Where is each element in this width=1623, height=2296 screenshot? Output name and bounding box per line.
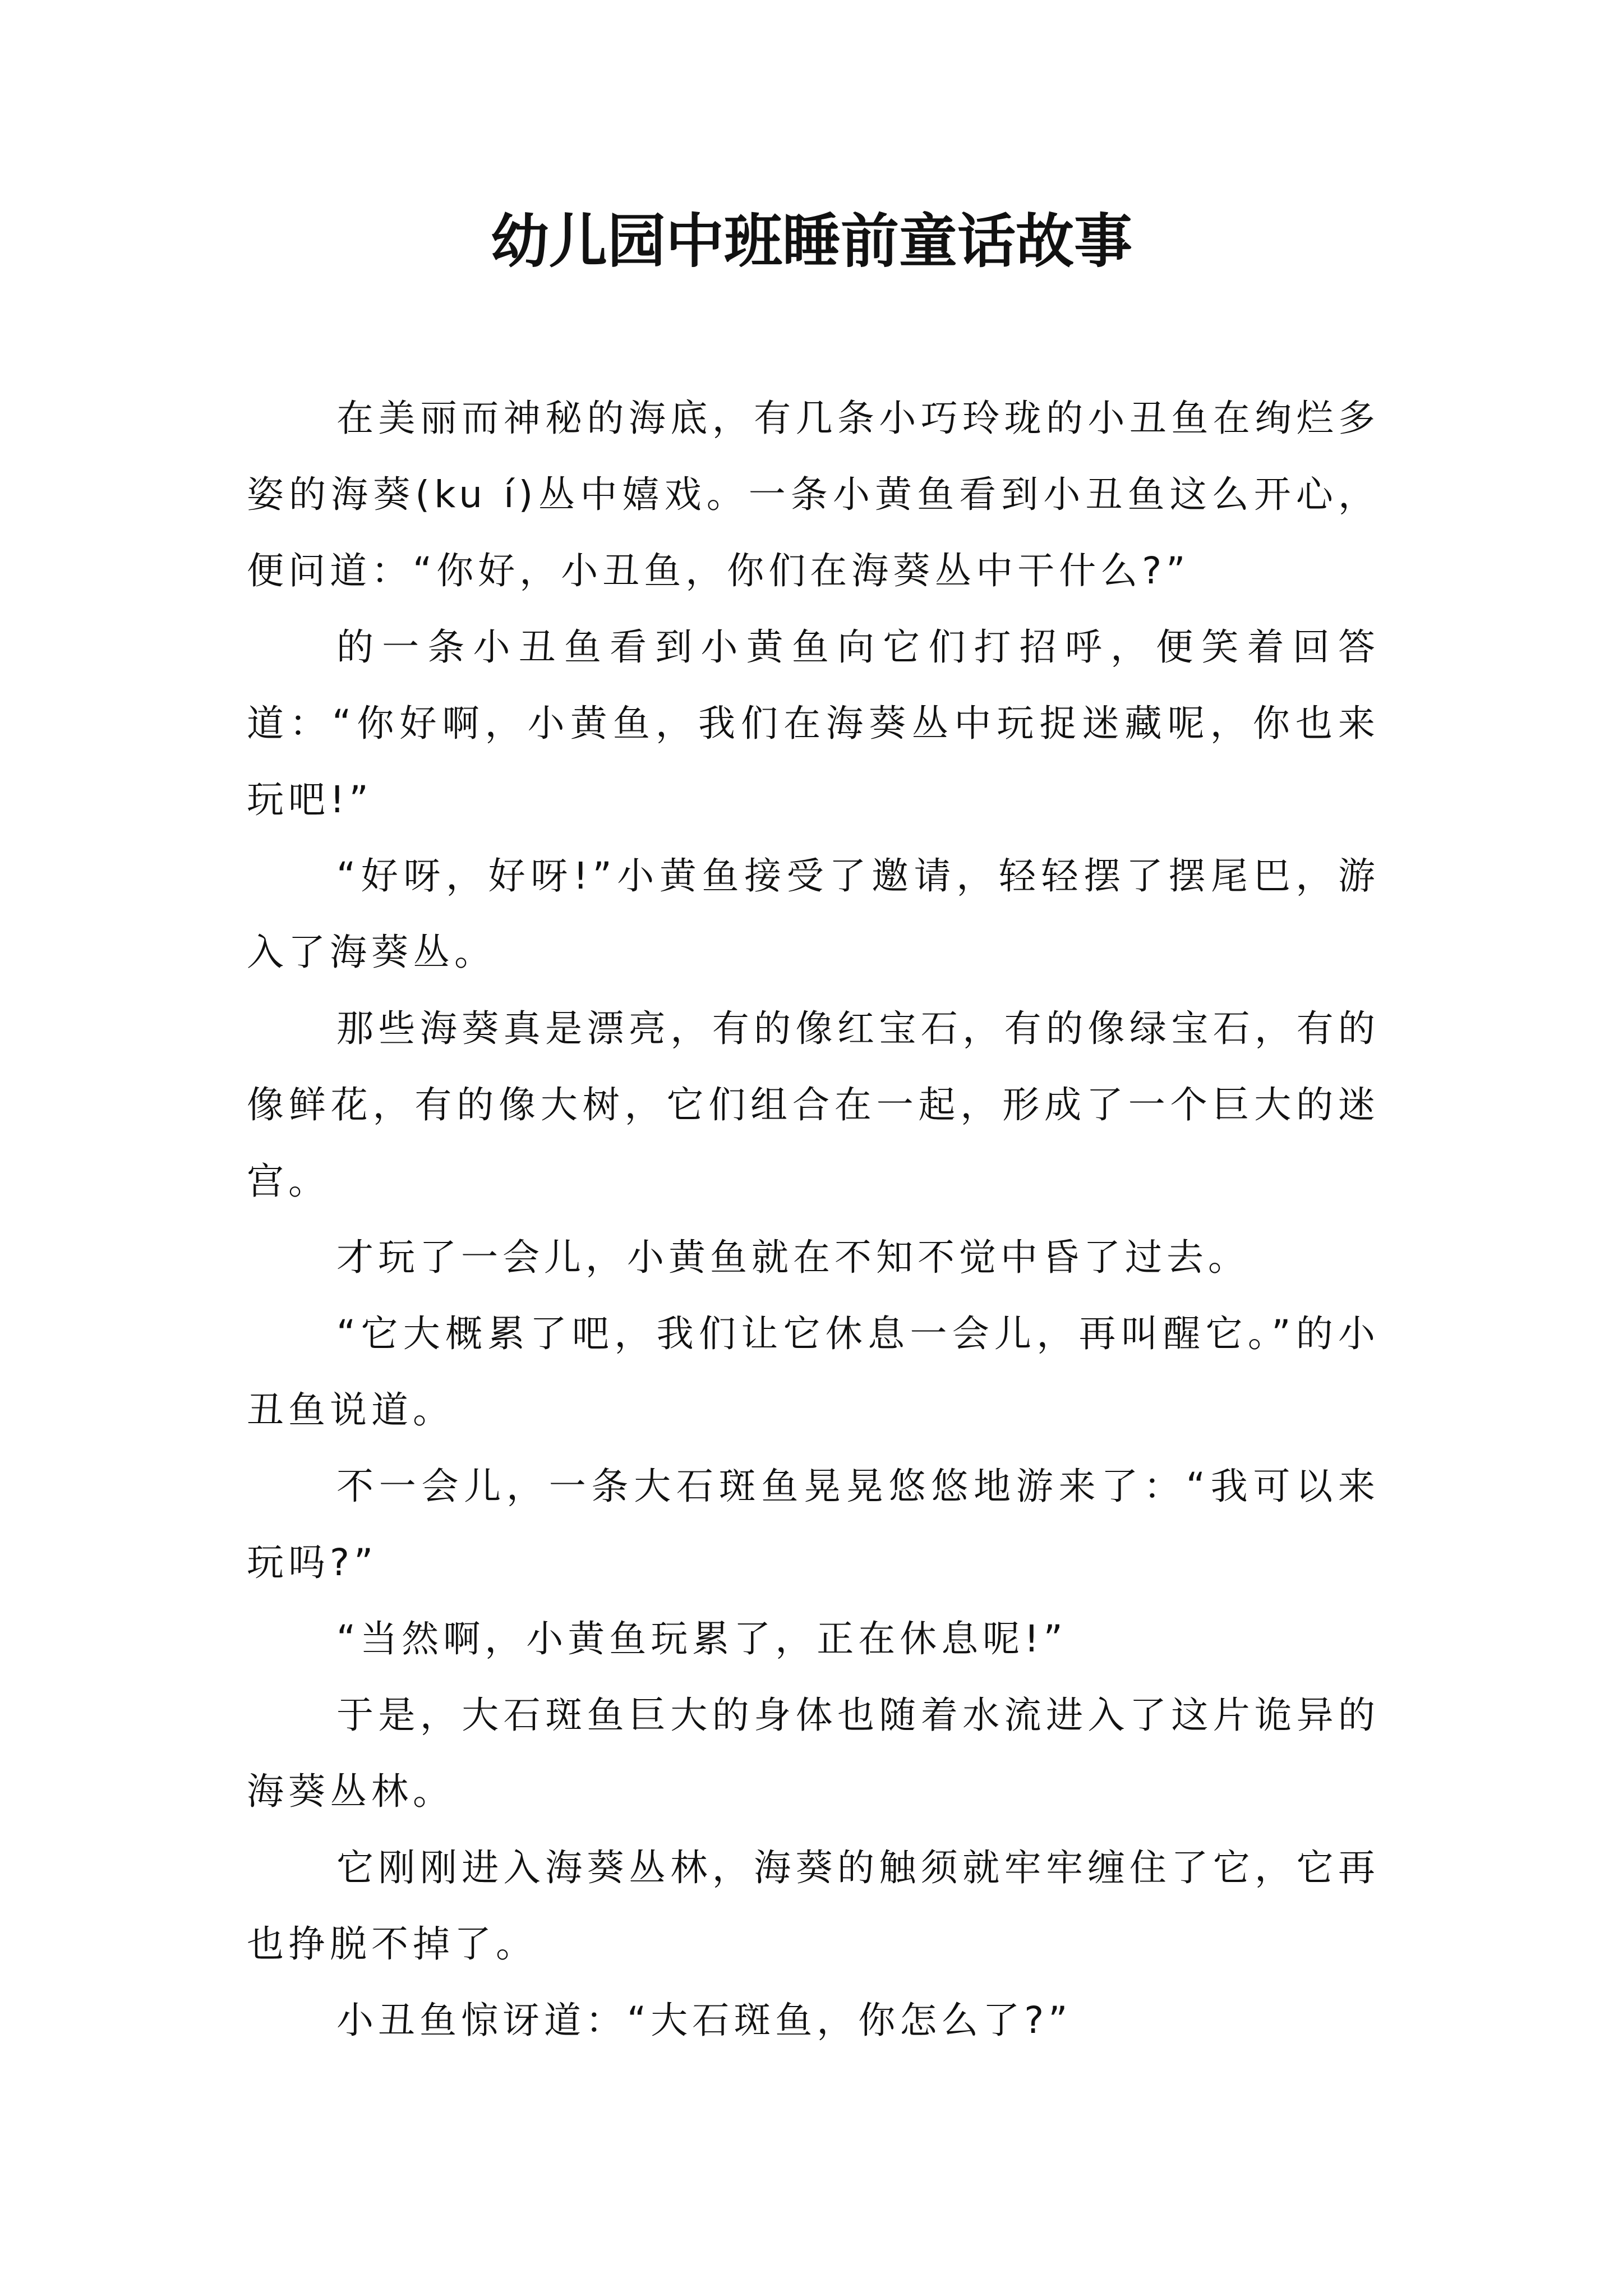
paragraph: 它刚刚进入海葵丛林，海葵的触须就牢牢缠住了它，它再也挣脱不掉了。 xyxy=(247,1846,1380,1966)
paragraph: 不一会儿，一条大石斑鱼晃晃悠悠地游来了：“我可以来玩吗?” xyxy=(247,1465,1380,1584)
paragraph: 才玩了一会儿，小黄鱼就在不知不觉中昏了过去。 xyxy=(336,1236,1249,1279)
paragraph: 那些海葵真是漂亮，有的像红宝石，有的像绿宝石，有的像鲜花，有的像大树，它们组合在一起，形成了一个巨大的迷宫。 xyxy=(247,1007,1380,1203)
paragraph: “当然啊，小黄鱼玩累了，正在休息呢!” xyxy=(336,1617,1067,1660)
paragraph: “好呀，好呀!”小黄鱼接受了邀请，轻轻摆了摆尾巴，游入了海葵丛。 xyxy=(247,854,1380,974)
paragraph: 在美丽而神秘的海底，有几条小巧玲珑的小丑鱼在绚烂多姿的海葵(ku í)丛中嬉戏。一条小黄鱼看到小丑鱼这么开心，便问道：“你好，小丑鱼，你们在海葵丛中干什么?” xyxy=(247,397,1380,592)
paragraph: 的一条小丑鱼看到小黄鱼向它们打招呼，便笑着回答道：“你好啊，小黄鱼，我们在海葵丛中玩捉迷藏呢，你也来玩吧!” xyxy=(247,625,1380,821)
document-body xyxy=(247,380,1380,2059)
paragraph: 于是，大石斑鱼巨大的身体也随着水流进入了这片诡异的海葵丛林。 xyxy=(247,1694,1380,1813)
document-title: 幼儿园中班睡前童话故事 xyxy=(490,206,1132,275)
paragraph: 小丑鱼惊讶道：“大石斑鱼，你怎么了?” xyxy=(336,1999,1072,2042)
paragraph: “它大概累了吧，我们让它休息一会儿，再叫醒它。”的小丑鱼说道。 xyxy=(247,1312,1380,1432)
